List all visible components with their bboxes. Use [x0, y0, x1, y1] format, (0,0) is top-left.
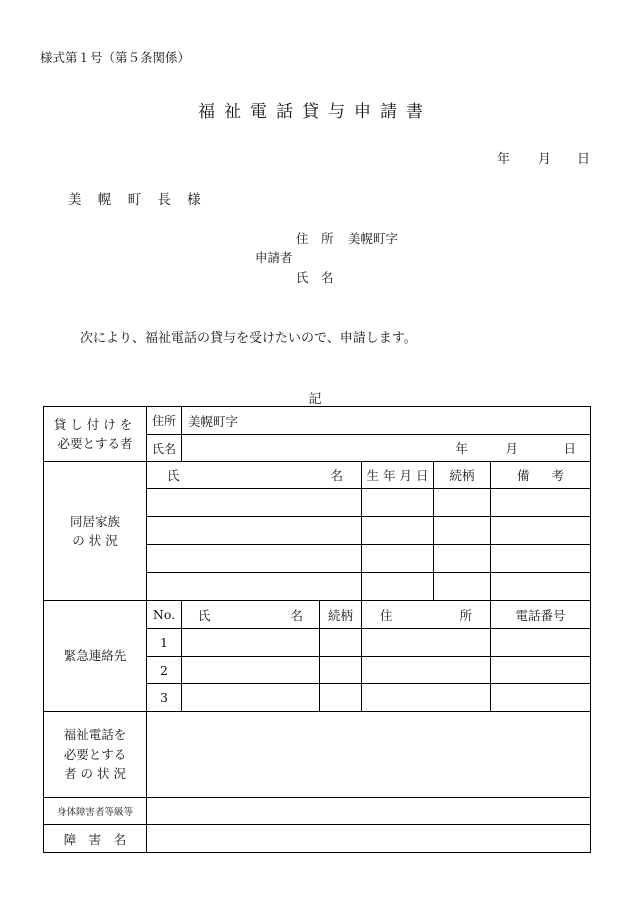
form-number: 様式第１号（第５条関係） [40, 50, 191, 65]
family-name-cell[interactable] [147, 489, 362, 517]
applicant-name-label: 氏 名 [296, 270, 334, 285]
family-remarks-cell[interactable] [491, 489, 591, 517]
borrower-name-label: 氏名 [147, 435, 182, 462]
family-header-name-b: 名 [330, 468, 343, 483]
borrower-label-line1: 貸し付けを [53, 416, 137, 432]
emergency-label: 緊急連絡先 [44, 601, 147, 712]
emergency-name-cell[interactable] [182, 684, 320, 712]
borrower-address-label: 住所 [147, 407, 182, 435]
family-birth-cell[interactable] [362, 573, 434, 601]
borrower-address-value[interactable]: 美幌町字 [182, 407, 591, 435]
emergency-relation-cell[interactable] [320, 684, 362, 712]
family-header-name [147, 462, 362, 489]
date-month: 月 [538, 152, 552, 167]
borrower-day: 日 [563, 441, 577, 456]
emergency-address-cell[interactable] [362, 629, 491, 657]
emergency-header-relation: 続柄 [320, 601, 362, 629]
emergency-header-address-b: 所 [459, 607, 472, 623]
disability-name-field[interactable] [147, 825, 591, 853]
family-birth-cell[interactable] [362, 545, 434, 573]
emergency-header-address [362, 601, 491, 629]
emergency-phone-cell[interactable] [491, 684, 591, 712]
family-relation-cell[interactable] [434, 489, 491, 517]
emergency-header-phone: 電話番号 [491, 601, 591, 629]
borrower-label [44, 407, 147, 462]
family-relation-cell[interactable] [434, 573, 491, 601]
emergency-header-address-a: 住 [380, 607, 393, 623]
family-header-remarks-a: 備 [517, 468, 530, 483]
application-table [43, 406, 591, 853]
family-remarks-cell[interactable] [491, 517, 591, 545]
emergency-header-name-b: 名 [290, 607, 303, 623]
family-header-name-a: 氏 [167, 468, 180, 483]
need-field[interactable] [147, 712, 591, 798]
family-header-remarks-b: 考 [551, 468, 565, 483]
emergency-header-name [182, 601, 320, 629]
family-relation-cell[interactable] [434, 517, 491, 545]
page-title: 福祉電話貸与申請書 [198, 102, 432, 122]
applicant-group-label: 申請者 [255, 250, 293, 265]
emergency-name-cell[interactable] [182, 629, 320, 657]
family-name-cell[interactable] [147, 517, 362, 545]
borrower-year: 年 [455, 441, 469, 456]
emergency-name-cell[interactable] [182, 657, 320, 684]
family-label-line1: 同居家族 [69, 513, 120, 529]
emergency-row-number: 2 [147, 657, 182, 684]
applicant-address-label: 住 所 [296, 231, 334, 246]
emergency-relation-cell[interactable] [320, 629, 362, 657]
applicant-address-value[interactable]: 美幌町字 [348, 231, 399, 246]
family-name-cell[interactable] [147, 545, 362, 573]
emergency-address-cell[interactable] [362, 684, 491, 712]
family-name-cell[interactable] [147, 573, 362, 601]
need-label-line3: 者 の 状 況 [64, 766, 126, 782]
emergency-address-cell[interactable] [362, 657, 491, 684]
need-label [44, 712, 147, 798]
family-relation-cell[interactable] [434, 545, 491, 573]
emergency-header-name-a: 氏 [198, 607, 211, 623]
borrower-month: 月 [505, 441, 519, 456]
family-birth-cell[interactable] [362, 517, 434, 545]
emergency-row-number: 3 [147, 684, 182, 712]
borrower-label-line2: 必要とする者 [57, 436, 133, 451]
need-label-line1: 福祉電話を [63, 727, 127, 743]
emergency-header-no: No. [147, 601, 182, 629]
date-year: 年 [497, 152, 511, 167]
emergency-row-number: 1 [147, 629, 182, 657]
disability-grade-field[interactable] [147, 798, 591, 825]
body-text: 次により、福祉電話の貸与を受けたいので、申請します。 [80, 331, 417, 346]
emergency-phone-cell[interactable] [491, 629, 591, 657]
ki-heading: 記 [308, 392, 322, 407]
family-header-birth: 生 年 月 日 [362, 462, 434, 489]
borrower-name-field[interactable] [182, 435, 591, 462]
family-birth-cell[interactable] [362, 489, 434, 517]
family-header-relation: 続柄 [434, 462, 491, 489]
family-header-remarks [491, 462, 591, 489]
emergency-relation-cell[interactable] [320, 657, 362, 684]
family-label [44, 462, 147, 601]
date-day: 日 [577, 152, 591, 167]
disability-name-label: 障 害 名 [44, 825, 147, 853]
disability-grade-label: 身体障害者等級等 [44, 798, 147, 825]
family-label-line2: の 状 況 [72, 533, 118, 548]
family-remarks-cell[interactable] [491, 573, 591, 601]
emergency-phone-cell[interactable] [491, 657, 591, 684]
need-label-line2: 必要とする [63, 746, 127, 762]
addressee: 美 幌 町 長 様 [68, 192, 207, 208]
family-remarks-cell[interactable] [491, 545, 591, 573]
